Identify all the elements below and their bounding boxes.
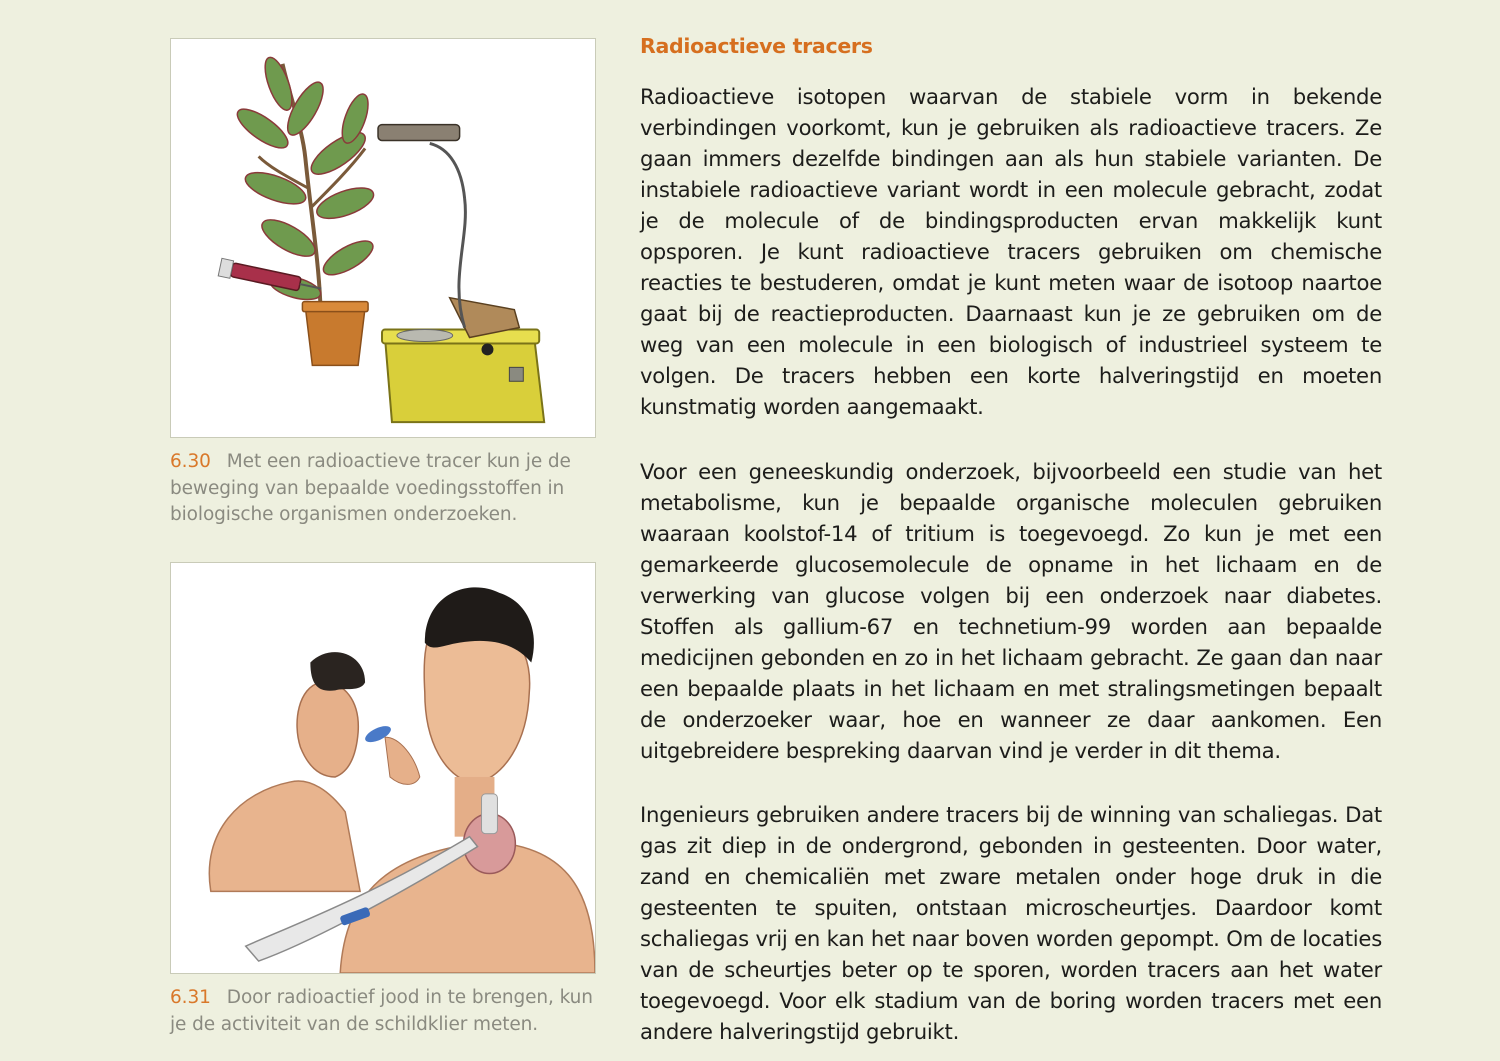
figure-caption-text: Met een radioactieve tracer kun je de beweging van bepaalde voedingsstoffen in biologische organismen onderzoeken. — [170, 451, 571, 525]
section-heading: Radioactieve tracers — [640, 34, 873, 58]
plant-geiger-illustration — [171, 39, 595, 437]
figure-caption — [170, 985, 600, 1038]
figure-caption — [170, 449, 600, 529]
body-paragraph: Radioactieve isotopen waarvan de stabiele vorm in bekende verbindingen voorkomt, kun je gebruiken als radioactieve tracers. Ze gaan immers dezelfde bindingen aan als hun stabiele varianten. De instabiele radioactieve variant wordt in een molecule gebracht, zodat je de molecule of de bindingsproducten ervan makkelijk kunt opsporen. Je kunt radioactieve tracers gebruiken om chemische reacties te bestuderen, omdat je kunt meten waar de isotoop naartoe gaat bij de reactieproducten. Daarnaast kun je ze gebruiken om de weg van een molecule in een biologisch of industrieel systeem te volgen. De tracers hebben een korte halveringstijd en moeten kunstmatig worden aangemaakt. — [640, 84, 1382, 419]
figure-caption-text: Door radioactief jood in te brengen, kun je de activiteit van de schildklier meten. — [170, 987, 593, 1035]
figure-thyroid-tracer — [170, 562, 596, 974]
thyroid-measurement-illustration — [171, 563, 595, 973]
body-paragraph: Voor een geneeskundig onderzoek, bijvoorbeeld een studie van het metabolisme, kun je bepaalde organische moleculen gebruiken waaraan koolstof-14 of tritium is toegevoegd. Zo kun je met een gemarkeerde glucosemolecule de opname in het lichaam en de verwerking van glucose volgen bij een onderzoek naar diabetes. Stoffen als gallium-67 en technetium-99 worden aan bepaalde medicijnen gebonden en zo in het lichaam gebracht. Ze gaan dan naar een bepaalde plaats in het lichaam en met stralingsmetingen bepaalt de onderzoeker waar, hoe en wanneer ze daar aankomen. Een uitgebreidere bespreking daarvan vind je verder in dit thema. — [640, 459, 1382, 763]
figure-number: 6.31 — [170, 987, 211, 1008]
figure-number: 6.30 — [170, 451, 211, 472]
figure-plant-tracer — [170, 38, 596, 438]
body-paragraph: Ingenieurs gebruiken andere tracers bij de winning van schaliegas. Dat gas zit diep in de ondergrond, gebonden in gesteenten. Door water, zand en chemicaliën met zware metalen onder hoge druk in die gesteenten te spuiten, ontstaan microscheurtjes. Daardoor komt schaliegas vrij en kan het naar boven worden gepompt. Om de locaties van de scheurtjes beter op te sporen, worden tracers aan het water toegevoegd. Voor elk stadium van de boring worden tracers met een andere halveringstijd gebruikt. — [640, 802, 1382, 1044]
